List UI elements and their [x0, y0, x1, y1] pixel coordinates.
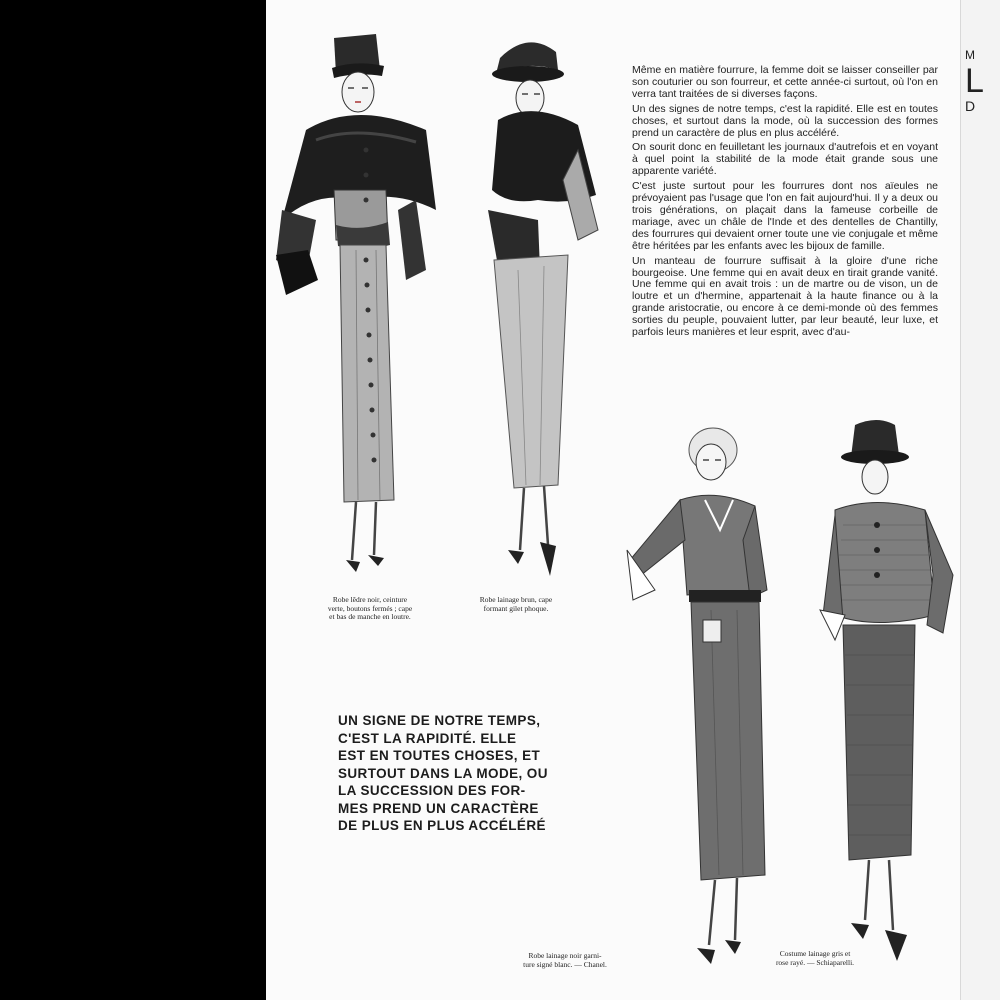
paragraph: C'est juste surtout pour les fourrures dont nos aïeules ne prévoyaient pas l'usage que l'on en fait aujourd'hui. Il y a deux ou trois générations, on plaçait dans la fameuse corbeille de mariage, avec un châle de l'Inde et des dentelles de Chantilly, des fourrures qui devaient orner toute une vie conjugale et même être héritées par les enfants avec les bijoux de famille.: [632, 180, 938, 252]
article-body-text: [632, 65, 938, 342]
fashion-illustration-schiaparelli-suit: [815, 415, 960, 975]
pull-quote: UN SIGNE DE NOTRE TEMPS, C'EST LA RAPIDITÉ. ELLE EST EN TOUTES CHOSES, ET SURTOUT DANS LA MODE, OU LA SUCCESSION DES FOR- MES PREND UN CARACTÈRE DE PLUS EN PLUS ACCÉLÉRÉ: [338, 713, 548, 833]
caption-figure-3: Robe lainage noir garni- ture signé blanc. — Chanel.: [523, 951, 607, 969]
fashion-illustration-fur-gilet-dress: [478, 30, 608, 585]
caption-figure-1: Robe lêdre noir, ceinture verte, boutons fermés ; cape et bas de manche en loutre.: [327, 595, 413, 621]
fashion-illustration-fur-cape-dress: [276, 30, 436, 590]
caption-figure-2: Robe lainage brun, cape formant gilet phoque.: [479, 595, 553, 613]
adjacent-page-letter-m: M: [965, 48, 975, 62]
paragraph: Un manteau de fourrure suffisait à la gloire d'une riche bourgeoise. Une femme qui en avait deux en tirait grande vanité. Une femme qui en avait trois : un de martre ou de vison, un de loutre et un d'hermine, appartenait à la haute finance ou à la grande aristocratie, ou encore à ce demi-monde où des femmes sorties du peuple, pouvaient lutter, par leur beauté, leur luxe, et parfois leurs manières et leur esprit, avec d'au-: [632, 254, 938, 339]
adjacent-page-letter-d: D: [965, 98, 976, 114]
fashion-illustration-chanel-dress: [625, 420, 770, 980]
paragraph: Même en matière fourrure, la femme doit se laisser conseiller par son couturier ou son fourreur, et cette année-ci surtout, où l'on en verra tant traitées de si diverses façons.: [632, 64, 938, 100]
black-margin: [0, 0, 266, 1000]
adjacent-page-drop-letter: L: [965, 62, 984, 100]
adjacent-page-edge: [960, 0, 1000, 1000]
paragraph: On sourit donc en feuilletant les journaux d'autrefois et en voyant à quel point la stabilité de la mode était grande sous une apparente variété.: [632, 141, 938, 178]
caption-figure-4: Costume lainage gris et rose rayé. — Schiaparelli.: [775, 949, 855, 967]
paragraph: Un des signes de notre temps, c'est la rapidité. Elle est en toutes choses, et surtout dans la mode, où la succession des formes prend un caractère de plus en plus accéléré.: [632, 102, 938, 139]
